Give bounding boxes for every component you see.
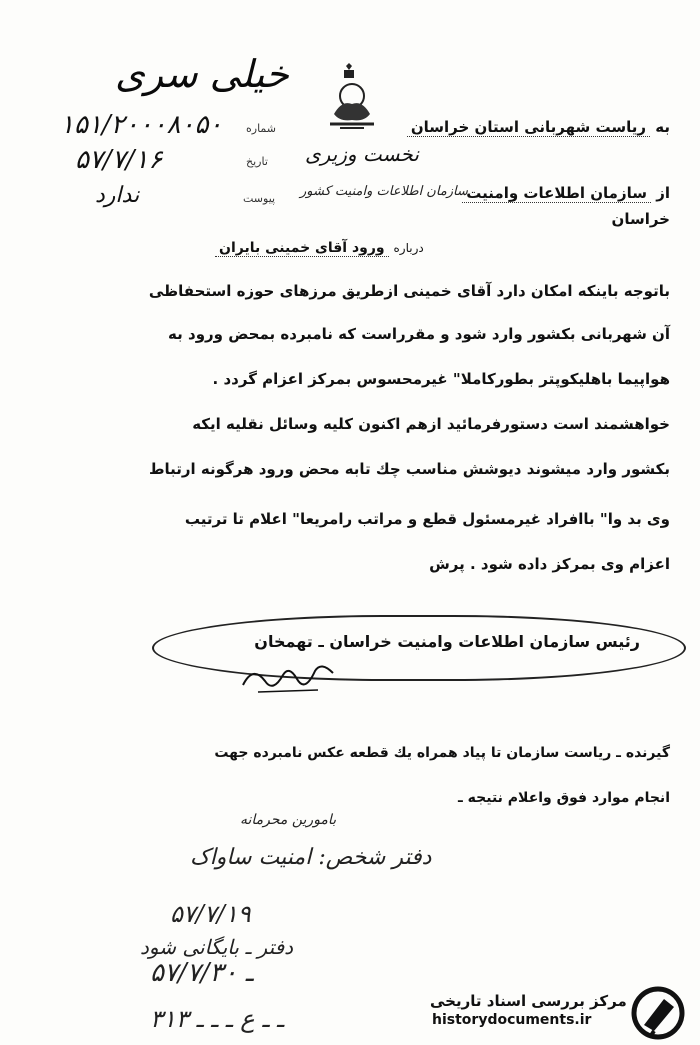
signature-text	[0, 0, 1, 1]
subject-line	[215, 240, 424, 256]
body-line: بکشور وارد میشوند دیوشش مناسب چك تابه محض ورود هرگونه ارتباط	[148, 460, 670, 478]
handwritten-note: ۵۷/۷/۳۰ ـ	[150, 958, 254, 988]
watermark-url[interactable]: historydocuments.ir	[432, 1012, 592, 1028]
signer-title: رئیس سازمان اطلاعات وامنیت خراسان ـ تهمخان	[254, 632, 640, 651]
handwritten-note: ۵۷/۷/۱۹	[170, 900, 251, 928]
body-line: باتوجه باینکه امکان دارد آقای خمینی ازطریق مرزهای حوزه استحفاظی	[148, 282, 670, 300]
handwritten-note: ۳۱۳ ـ ـ ع ـ ـ ـ	[150, 1005, 284, 1033]
body-line: هواپیما باهلیکوپتر بطورکاملا" غیرمحسوس بمرکز اعزام گردد .	[212, 370, 670, 388]
body-line: اعزام وی بمرکز داده شود . پرش	[429, 555, 670, 573]
from-line	[462, 184, 670, 202]
attachment-label: پیوست	[243, 192, 276, 205]
from-sender-continued: خراسان	[611, 210, 670, 228]
classification-stamp: خیلی سری	[115, 52, 289, 96]
body-line: وی بد وا" باافراد غیرمسئول قطع و مراتب رامریعا" اعلام تا ترتیب	[184, 510, 670, 528]
date-label: تاریخ	[246, 155, 268, 168]
document-number: ۱۵۱/۲۰۰۰۸۰۵۰	[60, 110, 223, 140]
body-line: خواهشمند است دستورفرمائید ازهم اکنون کلیه وسائل نقلیه ایکه	[192, 415, 670, 433]
copy-recipient-line: گیرنده ـ ریاست سازمان تا پیاد همراه یك قطعه عکس نامبرده جهت	[214, 745, 670, 761]
attachment-value: ندارد	[95, 183, 140, 208]
to-line	[407, 118, 670, 136]
handwritten-note: دفتر ـ بایگانی شود	[140, 935, 294, 959]
body-line: آن شهربانی بکشور وارد شود و مقرراست که نامبرده بمحض ورود به	[168, 325, 670, 343]
subject-label: درباره	[393, 241, 424, 255]
from-prefix: از	[656, 184, 670, 202]
copy-recipient-line: انجام موارد فوق واعلام نتیجه ـ	[458, 790, 670, 806]
from-sender: سازمان اطلاعات وامنیت	[462, 184, 651, 203]
to-prefix: به	[655, 118, 670, 136]
document-date: ۵۷/۷/۱۶	[75, 145, 163, 175]
handwritten-note: دفتر شخص: امنیت ساواک	[190, 845, 432, 870]
watermark-org-name: مرکز بررسی اسناد تاریخی	[430, 992, 627, 1010]
watermark-logo-icon	[630, 985, 686, 1041]
handwritten-note: بامورین محرمانه	[240, 812, 337, 828]
from-handwritten-annotation: سازمان اطلاعات وامنیت کشور	[300, 184, 468, 199]
to-recipient: ریاست شهربانی استان خراسان	[407, 118, 650, 137]
lion-and-sun-emblem-icon	[322, 62, 382, 134]
handwritten-pm-note: نخست وزیری	[305, 142, 419, 166]
signature-scribble-icon	[238, 660, 338, 700]
number-label: شماره	[246, 122, 277, 135]
subject-text: ورود آقای خمینی بایران	[215, 240, 389, 257]
